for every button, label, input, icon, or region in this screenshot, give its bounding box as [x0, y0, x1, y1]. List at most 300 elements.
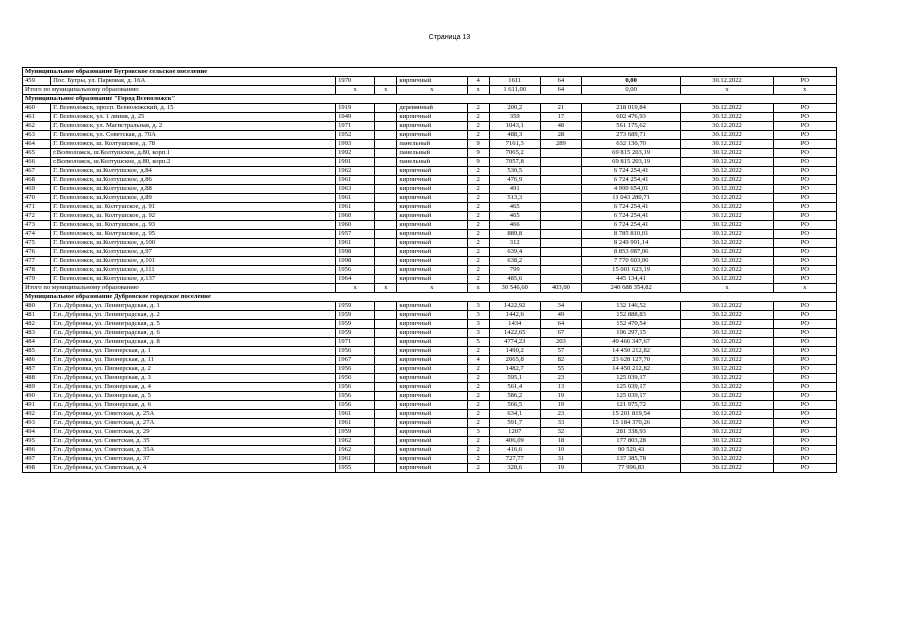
year-built: 1971 [336, 122, 375, 131]
fund-type: РО [773, 275, 836, 284]
fund-type: РО [773, 446, 836, 455]
total-row [23, 86, 837, 95]
fund-type: РО [773, 158, 836, 167]
table-row [23, 194, 837, 203]
area: 7057,8 [489, 158, 540, 167]
cost: 632 130,70 [581, 140, 680, 149]
deadline-date: 30.12.2022 [681, 383, 773, 392]
total-material: x [397, 284, 467, 293]
area: 416,6 [489, 446, 540, 455]
unused-cell [375, 338, 397, 347]
deadline-date: 30.12.2022 [681, 392, 773, 401]
deadline-date: 30.12.2022 [681, 122, 773, 131]
year-built: 1962 [336, 167, 375, 176]
year-built: 1962 [336, 446, 375, 455]
page-number-header: Страница 13 [428, 34, 471, 41]
deadline-date: 30.12.2022 [681, 401, 773, 410]
year-built: 1998 [336, 257, 375, 266]
floors: 2 [467, 194, 489, 203]
wall-material: кирпичный [397, 113, 467, 122]
fund-type: РО [773, 266, 836, 275]
unused-cell [375, 185, 397, 194]
cost: 6 724 254,41 [581, 221, 680, 230]
row-number: 490 [23, 392, 51, 401]
section-title: Муниципальное образование Бугровское сельское поселение [23, 68, 837, 77]
area: 595,1 [489, 374, 540, 383]
row-number: 466 [23, 158, 51, 167]
apartments: 48 [540, 122, 581, 131]
deadline-date: 30.12.2022 [681, 347, 773, 356]
address: Г. Всеволожск, ш. Колтушское, д. 92 [51, 212, 336, 221]
area: 465 [489, 212, 540, 221]
deadline-date: 30.12.2022 [681, 419, 773, 428]
area: 586,2 [489, 392, 540, 401]
cost: 77 996,83 [581, 464, 680, 473]
total-fund: x [773, 284, 836, 293]
cost: 8 249 991,14 [581, 239, 680, 248]
address: Г.п. Дубровка, ул. Ленинградская, д. 1 [51, 302, 336, 311]
fund-type: РО [773, 374, 836, 383]
apartments: 13 [540, 383, 581, 392]
wall-material: кирпичный [397, 338, 467, 347]
unused-cell [375, 428, 397, 437]
section-header-row [23, 293, 837, 302]
unused-cell [375, 212, 397, 221]
area: 200,2 [489, 104, 540, 113]
wall-material: кирпичный [397, 410, 467, 419]
wall-material: кирпичный [397, 275, 467, 284]
area: 488,3 [489, 131, 540, 140]
fund-type: РО [773, 320, 836, 329]
deadline-date: 30.12.2022 [681, 203, 773, 212]
cost: 445 134,41 [581, 275, 680, 284]
floors: 2 [467, 203, 489, 212]
area: 561,4 [489, 383, 540, 392]
row-number: 493 [23, 419, 51, 428]
year-built: 1959 [336, 302, 375, 311]
floors: 5 [467, 338, 489, 347]
row-number: 468 [23, 176, 51, 185]
total-unused: x [375, 86, 397, 95]
apartments: 17 [540, 113, 581, 122]
table-row [23, 257, 837, 266]
row-number: 477 [23, 257, 51, 266]
address: Г. Всеволожск, ул. Советская, д. 70А [51, 131, 336, 140]
address: Г. Всеволожск, ш.Колтушское, д.84 [51, 167, 336, 176]
area: 312 [489, 239, 540, 248]
area: 727,77 [489, 455, 540, 464]
address: Г. Всеволожск, ш. Колтушское, д. 78 [51, 140, 336, 149]
table-row [23, 302, 837, 311]
apartments [540, 248, 581, 257]
table-row [23, 122, 837, 131]
row-number: 465 [23, 149, 51, 158]
row-number: 464 [23, 140, 51, 149]
year-built: 1961 [336, 176, 375, 185]
apartments: 82 [540, 356, 581, 365]
address: Г. Всеволожск, ул. Магистральная, д. 2 [51, 122, 336, 131]
deadline-date: 30.12.2022 [681, 266, 773, 275]
address: Г. Всеволожск, ул. 1 линия, д. 25 [51, 113, 336, 122]
unused-cell [375, 221, 397, 230]
year-built: 1960 [336, 221, 375, 230]
year-built: 1957 [336, 230, 375, 239]
fund-type: РО [773, 464, 836, 473]
year-built: 1956 [336, 266, 375, 275]
cost: 8 853 087,06 [581, 248, 680, 257]
wall-material: кирпичный [397, 320, 467, 329]
table-row [23, 437, 837, 446]
deadline-date: 30.12.2022 [681, 275, 773, 284]
table-row [23, 410, 837, 419]
cost: 15 001 623,19 [581, 266, 680, 275]
apartments: 55 [540, 365, 581, 374]
floors: 2 [467, 167, 489, 176]
fund-type: РО [773, 176, 836, 185]
apartments [540, 158, 581, 167]
table-row [23, 230, 837, 239]
deadline-date: 30.12.2022 [681, 239, 773, 248]
apartments: 64 [540, 320, 581, 329]
table-row [23, 149, 837, 158]
area: 638,2 [489, 257, 540, 266]
table-row [23, 329, 837, 338]
area: 2065,8 [489, 356, 540, 365]
table-row [23, 167, 837, 176]
wall-material: кирпичный [397, 248, 467, 257]
table-row [23, 419, 837, 428]
total-label: Итого по муниципальному образованию [23, 284, 336, 293]
deadline-date: 30.12.2022 [681, 374, 773, 383]
area: 889,8 [489, 230, 540, 239]
deadline-date: 30.12.2022 [681, 248, 773, 257]
row-number: 482 [23, 320, 51, 329]
total-year: x [336, 86, 375, 95]
row-number: 460 [23, 104, 51, 113]
wall-material: кирпичный [397, 266, 467, 275]
address: Г. Всеволожск, ш.Колтушское, д.100 [51, 239, 336, 248]
table-row [23, 131, 837, 140]
year-built: 1971 [336, 338, 375, 347]
table-row [23, 275, 837, 284]
deadline-date: 30.12.2022 [681, 113, 773, 122]
area: 639,4 [489, 248, 540, 257]
fund-type: РО [773, 140, 836, 149]
fund-type: РО [773, 203, 836, 212]
wall-material: кирпичный [397, 239, 467, 248]
total-row [23, 284, 837, 293]
table-row [23, 347, 837, 356]
unused-cell [375, 239, 397, 248]
row-number: 485 [23, 347, 51, 356]
apartments [540, 194, 581, 203]
cost: 125 039,17 [581, 383, 680, 392]
year-built: 1992 [336, 149, 375, 158]
apartments [540, 257, 581, 266]
deadline-date: 30.12.2022 [681, 446, 773, 455]
unused-cell [375, 401, 397, 410]
fund-type: РО [773, 365, 836, 374]
table-row [23, 338, 837, 347]
address: Г. Всеволожск, ш.Колтушское, д.137 [51, 275, 336, 284]
cost: 4 999 654,01 [581, 185, 680, 194]
floors: 2 [467, 401, 489, 410]
apartments [540, 149, 581, 158]
deadline-date: 30.12.2022 [681, 221, 773, 230]
address: Г. Всеволожск, ш.Колтушское, д.86 [51, 176, 336, 185]
fund-type: РО [773, 329, 836, 338]
area: 359 [489, 113, 540, 122]
deadline-date: 30.12.2022 [681, 140, 773, 149]
area: 7161,3 [489, 140, 540, 149]
address: Г.п. Дубровка, ул. Советская, д. 37 [51, 455, 336, 464]
unused-cell [375, 203, 397, 212]
table-row [23, 455, 837, 464]
fund-type: РО [773, 230, 836, 239]
area: 1482,7 [489, 365, 540, 374]
unused-cell [375, 374, 397, 383]
wall-material: кирпичный [397, 122, 467, 131]
area: 466 [489, 221, 540, 230]
year-built: 1959 [336, 320, 375, 329]
wall-material: кирпичный [397, 185, 467, 194]
row-number: 480 [23, 302, 51, 311]
fund-type: РО [773, 410, 836, 419]
apartments: 203 [540, 338, 581, 347]
total-apartments: 403,00 [540, 284, 581, 293]
year-built: 1963 [336, 185, 375, 194]
total-material: x [397, 86, 467, 95]
deadline-date: 30.12.2022 [681, 311, 773, 320]
cost: 125 039,17 [581, 392, 680, 401]
floors: 2 [467, 212, 489, 221]
unused-cell [375, 437, 397, 446]
total-fund: x [773, 86, 836, 95]
apartments: 18 [540, 437, 581, 446]
cost: 602 476,93 [581, 113, 680, 122]
row-number: 470 [23, 194, 51, 203]
housing-register-table [22, 67, 837, 473]
fund-type: РО [773, 212, 836, 221]
cost: 152 888,83 [581, 311, 680, 320]
area: 1611 [489, 77, 540, 86]
section-title: Муниципальное образование Дубровское городское поселение [23, 293, 837, 302]
deadline-date: 30.12.2022 [681, 158, 773, 167]
deadline-date: 30.12.2022 [681, 437, 773, 446]
cost: 121 975,72 [581, 401, 680, 410]
unused-cell [375, 383, 397, 392]
floors: 2 [467, 104, 489, 113]
total-date: x [681, 86, 773, 95]
fund-type: РО [773, 248, 836, 257]
row-number: 488 [23, 374, 51, 383]
unused-cell [375, 176, 397, 185]
apartments: 34 [540, 302, 581, 311]
area: 799 [489, 266, 540, 275]
apartments [540, 266, 581, 275]
address: Г.п. Дубровка, ул. Советская, д. 4 [51, 464, 336, 473]
address: г.Всеволожск, ш.Колтушское, д.80, корп.1 [51, 149, 336, 158]
apartments: 19 [540, 464, 581, 473]
table-row [23, 356, 837, 365]
year-built: 1970 [336, 77, 375, 86]
apartments: 28 [540, 131, 581, 140]
cost: 6 724 254,41 [581, 203, 680, 212]
address: Г. Всеволожск, просп. Всеволожский, д. 15 [51, 104, 336, 113]
area: 1043,1 [489, 122, 540, 131]
unused-cell [375, 311, 397, 320]
floors: 2 [467, 419, 489, 428]
deadline-date: 30.12.2022 [681, 329, 773, 338]
apartments: 10 [540, 446, 581, 455]
deadline-date: 30.12.2022 [681, 185, 773, 194]
cost: 6 724 254,41 [581, 167, 680, 176]
floors: 9 [467, 149, 489, 158]
wall-material: кирпичный [397, 446, 467, 455]
section-header-row [23, 95, 837, 104]
wall-material: кирпичный [397, 347, 467, 356]
wall-material: кирпичный [397, 212, 467, 221]
wall-material: кирпичный [397, 230, 467, 239]
cost: 6 724 254,41 [581, 212, 680, 221]
fund-type: РО [773, 401, 836, 410]
total-floors: x [467, 86, 489, 95]
area: 491 [489, 185, 540, 194]
deadline-date: 30.12.2022 [681, 257, 773, 266]
fund-type: РО [773, 77, 836, 86]
floors: 2 [467, 185, 489, 194]
fund-type: РО [773, 122, 836, 131]
year-built: 1949 [336, 113, 375, 122]
table-row [23, 464, 837, 473]
year-built: 1955 [336, 464, 375, 473]
fund-type: РО [773, 221, 836, 230]
address: Г. Всеволожск, ш.Колтушское, д.101 [51, 257, 336, 266]
row-number: 486 [23, 356, 51, 365]
fund-type: РО [773, 419, 836, 428]
year-built: 1956 [336, 365, 375, 374]
wall-material: кирпичный [397, 428, 467, 437]
wall-material: кирпичный [397, 356, 467, 365]
floors: 2 [467, 446, 489, 455]
area: 530,5 [489, 167, 540, 176]
address: Г. Всеволожск, ш.Колтушское, д.88 [51, 185, 336, 194]
deadline-date: 30.12.2022 [681, 230, 773, 239]
wall-material: кирпичный [397, 311, 467, 320]
floors: 9 [467, 140, 489, 149]
row-number: 475 [23, 239, 51, 248]
address: Г.п. Дубровка, ул. Пионерская, д. 11 [51, 356, 336, 365]
apartments [540, 239, 581, 248]
year-built: 1956 [336, 374, 375, 383]
wall-material: кирпичный [397, 419, 467, 428]
apartments: 23 [540, 410, 581, 419]
cost: 90 520,43 [581, 446, 680, 455]
unused-cell [375, 122, 397, 131]
deadline-date: 30.12.2022 [681, 320, 773, 329]
fund-type: РО [773, 257, 836, 266]
cost: 23 628 127,70 [581, 356, 680, 365]
apartments [540, 275, 581, 284]
year-built: 1956 [336, 392, 375, 401]
table-row [23, 383, 837, 392]
cost: 11 043 280,71 [581, 194, 680, 203]
apartments: 32 [540, 428, 581, 437]
address: Г.п. Дубровка, ул. Советская, д. 29 [51, 428, 336, 437]
fund-type: РО [773, 392, 836, 401]
deadline-date: 30.12.2022 [681, 212, 773, 221]
unused-cell [375, 347, 397, 356]
floors: 2 [467, 392, 489, 401]
apartments: 49 [540, 311, 581, 320]
area: 4774,23 [489, 338, 540, 347]
address: Г.п. Дубровка, ул. Пионерская, д. 2 [51, 365, 336, 374]
apartments: 21 [540, 104, 581, 113]
floors: 3 [467, 311, 489, 320]
area: 465 [489, 203, 540, 212]
apartments: 23 [540, 374, 581, 383]
wall-material: кирпичный [397, 77, 467, 86]
apartments: 19 [540, 392, 581, 401]
deadline-date: 30.12.2022 [681, 104, 773, 113]
wall-material: кирпичный [397, 374, 467, 383]
address: Г.п. Дубровка, ул. Пионерская, д. 6 [51, 401, 336, 410]
row-number: 461 [23, 113, 51, 122]
year-built: 1956 [336, 401, 375, 410]
area: 634,1 [489, 410, 540, 419]
wall-material: кирпичный [397, 167, 467, 176]
floors: 2 [467, 230, 489, 239]
cost: 69 815 203,19 [581, 149, 680, 158]
table-row [23, 266, 837, 275]
row-number: 497 [23, 455, 51, 464]
unused-cell [375, 464, 397, 473]
cost: 132 146,52 [581, 302, 680, 311]
row-number: 476 [23, 248, 51, 257]
floors: 2 [467, 248, 489, 257]
deadline-date: 30.12.2022 [681, 131, 773, 140]
unused-cell [375, 140, 397, 149]
row-number: 491 [23, 401, 51, 410]
deadline-date: 30.12.2022 [681, 149, 773, 158]
fund-type: РО [773, 194, 836, 203]
wall-material: кирпичный [397, 401, 467, 410]
unused-cell [375, 158, 397, 167]
wall-material: кирпичный [397, 437, 467, 446]
unused-cell [375, 419, 397, 428]
floors: 9 [467, 158, 489, 167]
year-built: 1967 [336, 356, 375, 365]
wall-material: кирпичный [397, 383, 467, 392]
wall-material: кирпичный [397, 455, 467, 464]
table-row [23, 320, 837, 329]
deadline-date: 30.12.2022 [681, 455, 773, 464]
table-row [23, 140, 837, 149]
year-built: 1961 [336, 203, 375, 212]
year-built: 1961 [336, 410, 375, 419]
address: Г.п. Дубровка, ул. Пионерская, д. 1 [51, 347, 336, 356]
fund-type: РО [773, 428, 836, 437]
row-number: 492 [23, 410, 51, 419]
row-number: 479 [23, 275, 51, 284]
total-area: 1 611,00 [489, 86, 540, 95]
cost: 561 175,62 [581, 122, 680, 131]
row-number: 474 [23, 230, 51, 239]
area: 485,6 [489, 275, 540, 284]
floors: 2 [467, 221, 489, 230]
area: 406,09 [489, 437, 540, 446]
cost: 152 470,54 [581, 320, 680, 329]
